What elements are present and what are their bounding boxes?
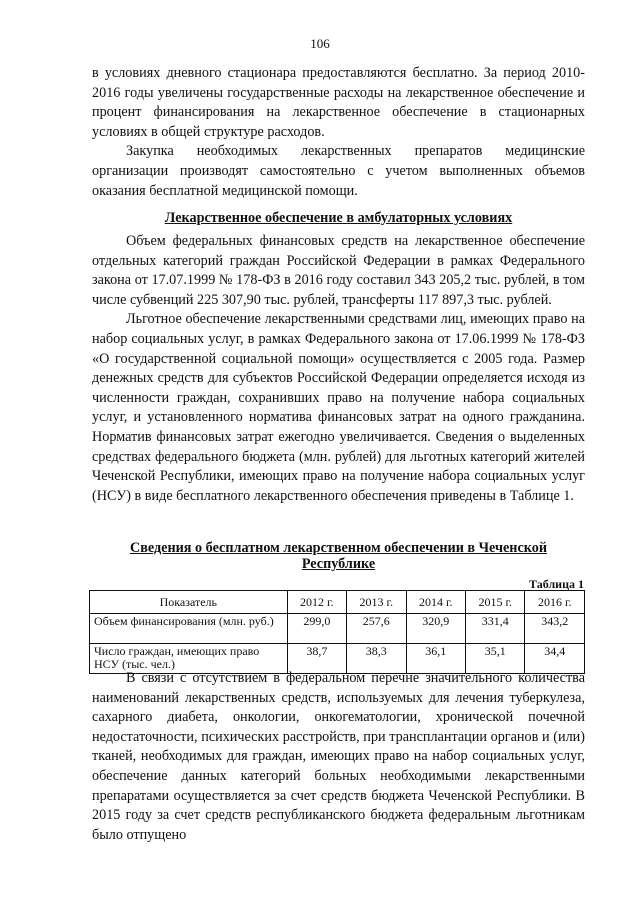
page-number: 106 <box>310 36 330 51</box>
table-cell: 38,3 <box>347 644 406 674</box>
table-header-cell: 2016 г. <box>525 591 585 614</box>
section-heading: Лекарственное обеспечение в амбулаторных условиях <box>164 210 513 226</box>
body-text <box>92 232 585 506</box>
table-cell: 36,1 <box>406 644 465 674</box>
table-header-cell: Показатель <box>90 591 288 614</box>
table-cell: Объем финансирования (млн. руб.) <box>90 614 288 644</box>
table-header-cell: 2015 г. <box>466 591 525 614</box>
paragraph: в условиях дневного стационара предоставляются бесплатно. За период 2010-2016 годы увеличены государственные расходы на лекарственное обеспечение и процент финансирования на лекарственное обеспечение в стационарных условиях в общей структуре расходов. <box>92 65 585 140</box>
table-row <box>90 614 585 644</box>
paragraph: Закупка необходимых лекарственных препаратов медицинские организации производят самостоятельно с учетом выполненных объемов оказания бесплатной медицинской помощи. <box>92 143 585 199</box>
table-header-cell: 2012 г. <box>287 591 346 614</box>
paragraph: В связи с отсутствием в федеральном перечне значительного количества наименований лекарственных средств, используемых для лечения туберкулеза, сахарного диабета, онкологии, онкогематологии, хронической почечной недостаточности, психических расстройств, при трансплантации органов и (или) тканей, необходимых для граждан, имеющих право на набор социальных услуг, обеспечение данных категорий больных необходимыми лекарственными препаратами осуществляется за счет средств бюджета Чеченской Республики. В 2015 году за счет средств республиканского бюджета федеральным льготникам было отпущено <box>92 670 585 843</box>
table-cell: 299,0 <box>287 614 346 644</box>
table-label: Таблица 1 <box>529 577 584 591</box>
paragraph: Льготное обеспечение лекарственными средствами лиц, имеющих право на набор социальных услуг, в рамках Федерального закона от 17.06.1999 № 178-ФЗ «О государственной социальной помощи» осуществляется с 2005 года. Размер денежных средств для субъектов Российской Федерации определяется исходя из численности граждан, сохранивших право на получение набора социальных услуг, и установленного норматива финансовых затрат на одного гражданина. Норматив финансовых затрат ежегодно увеличивается. Сведения о выделенных средствах федерального бюджета (млн. рублей) для льготных категорий жителей Чеченской Республики, имеющих право на получение набора социальных услуг (НСУ) в виде бесплатного лекарственного обеспечения приведены в Таблице 1. <box>92 311 585 504</box>
table-cell: 331,4 <box>466 614 525 644</box>
paragraph: Объем федеральных финансовых средств на лекарственное обеспечение отдельных категорий граждан Российской Федерации в рамках Федерального закона от 17.07.1999 № 178-ФЗ в 2016 году составил 343 205,2 тыс. рублей, в том числе субвенций 225 307,90 тыс. рублей, трансферты 117 897,3 тыс. рублей. <box>92 233 585 308</box>
table-cell: 35,1 <box>466 644 525 674</box>
table-header-cell: 2013 г. <box>347 591 406 614</box>
table-heading: Сведения о бесплатном лекарственном обеспечении в Чеченской Республике <box>129 540 548 572</box>
table-cell: 343,2 <box>525 614 585 644</box>
table-cell: 257,6 <box>347 614 406 644</box>
intro-text <box>92 64 585 201</box>
table-cell: 38,7 <box>287 644 346 674</box>
table-header-row <box>90 591 585 614</box>
table-header-cell: 2014 г. <box>406 591 465 614</box>
data-table <box>89 590 585 674</box>
table-cell: 320,9 <box>406 614 465 644</box>
table-cell: Число граждан, имеющих право НСУ (тыс. чел.) <box>90 644 288 674</box>
table-cell: 34,4 <box>525 644 585 674</box>
closing-text <box>92 669 585 845</box>
